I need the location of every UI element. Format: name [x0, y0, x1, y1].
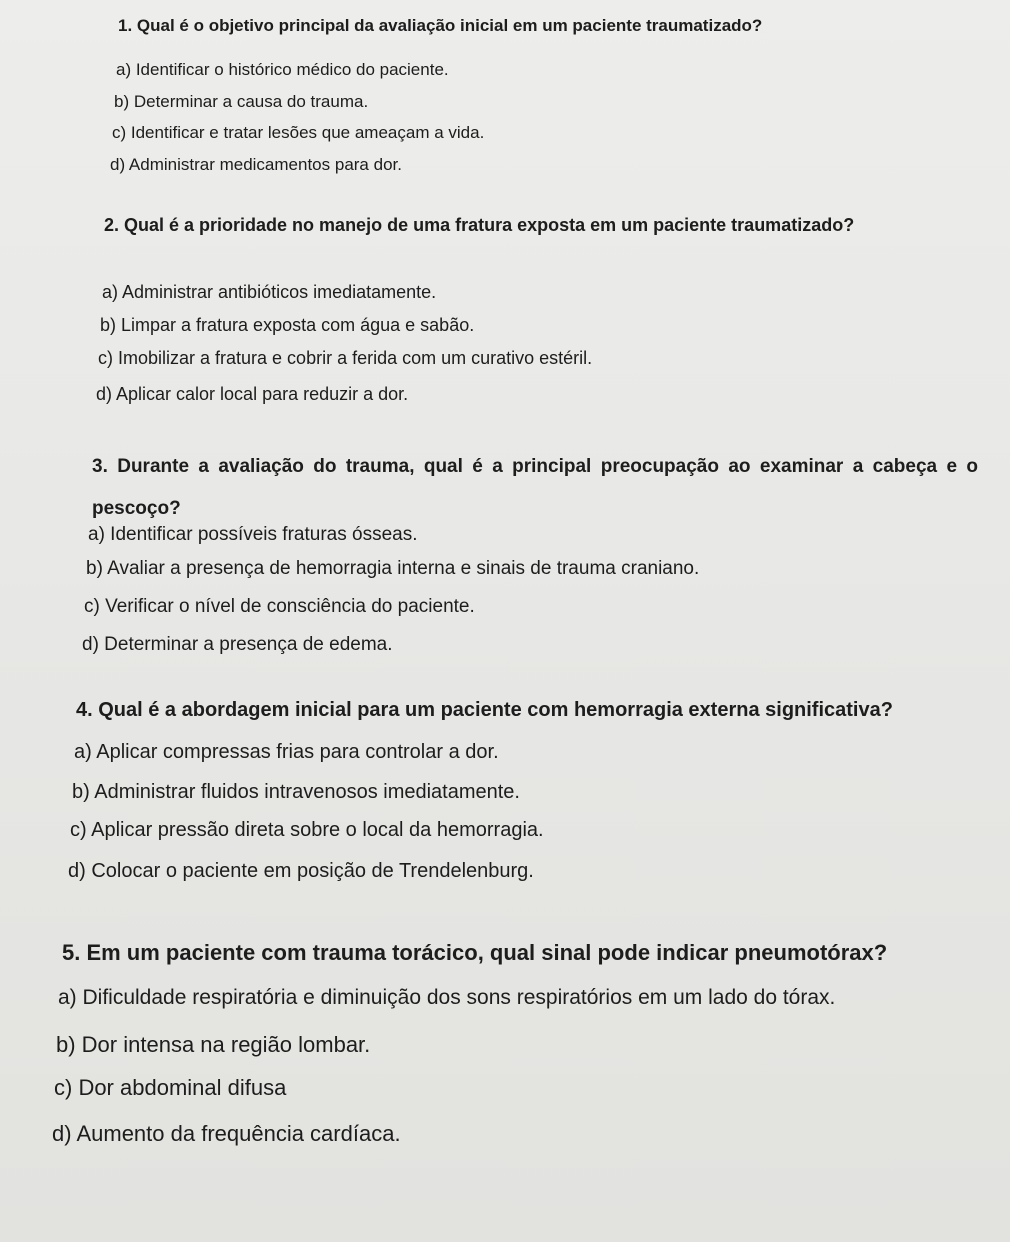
question-5-option-d: d) Aumento da frequência cardíaca.: [52, 1121, 401, 1146]
question-5-option-b: b) Dor intensa na região lombar.: [56, 1032, 371, 1057]
question-1-option-d: d) Administrar medicamentos para dor.: [110, 155, 402, 174]
question-4-option-b: b) Administrar fluidos intravenosos imediatamente.: [72, 781, 520, 803]
question-2-option-a: a) Administrar antibióticos imediatamente.: [102, 282, 437, 302]
question-4-text: 4. Qual é a abordagem inicial para um paciente com hemorragia externa significativa?: [76, 699, 893, 721]
question-1-option-c: c) Identificar e tratar lesões que ameaçam a vida.: [112, 123, 485, 142]
question-2-option-b: b) Limpar a fratura exposta com água e sabão.: [100, 315, 475, 335]
question-4-option-c: c) Aplicar pressão direta sobre o local da hemorragia.: [70, 819, 544, 841]
question-3-text: 3. Durante a avaliação do trauma, qual é a principal preocupação ao examinar a cabeça e o pescoço?: [92, 456, 978, 519]
question-5-option-c: c) Dor abdominal difusa: [54, 1075, 287, 1100]
question-3-option-c: c) Verificar o nível de consciência do paciente.: [84, 596, 475, 617]
question-4-option-a: a) Aplicar compressas frias para controlar a dor.: [74, 741, 499, 763]
question-1-option-b: b) Determinar a causa do trauma.: [114, 92, 369, 111]
question-5-option-a: a) Dificuldade respiratória e diminuição dos sons respiratórios em um lado do tórax.: [58, 986, 836, 1009]
question-1-option-a: a) Identificar o histórico médico do paciente.: [116, 60, 449, 79]
question-3-option-a: a) Identificar possíveis fraturas ósseas.: [88, 524, 418, 545]
question-3-option-b: b) Avaliar a presença de hemorragia interna e sinais de trauma craniano.: [86, 558, 700, 579]
question-4-option-d: d) Colocar o paciente em posição de Trendelenburg.: [68, 860, 534, 882]
question-5-text: 5. Em um paciente com trauma torácico, qual sinal pode indicar pneumotórax?: [62, 940, 888, 965]
question-1-text: 1. Qual é o objetivo principal da avaliação inicial em um paciente traumatizado?: [118, 16, 763, 35]
question-2-option-c: c) Imobilizar a fratura e cobrir a ferida com um curativo estéril.: [98, 348, 593, 368]
question-2-text: 2. Qual é a prioridade no manejo de uma fratura exposta em um paciente traumatizado?: [104, 215, 855, 235]
question-3-option-d: d) Determinar a presença de edema.: [82, 634, 393, 655]
question-2-option-d: d) Aplicar calor local para reduzir a dor.: [96, 384, 409, 404]
